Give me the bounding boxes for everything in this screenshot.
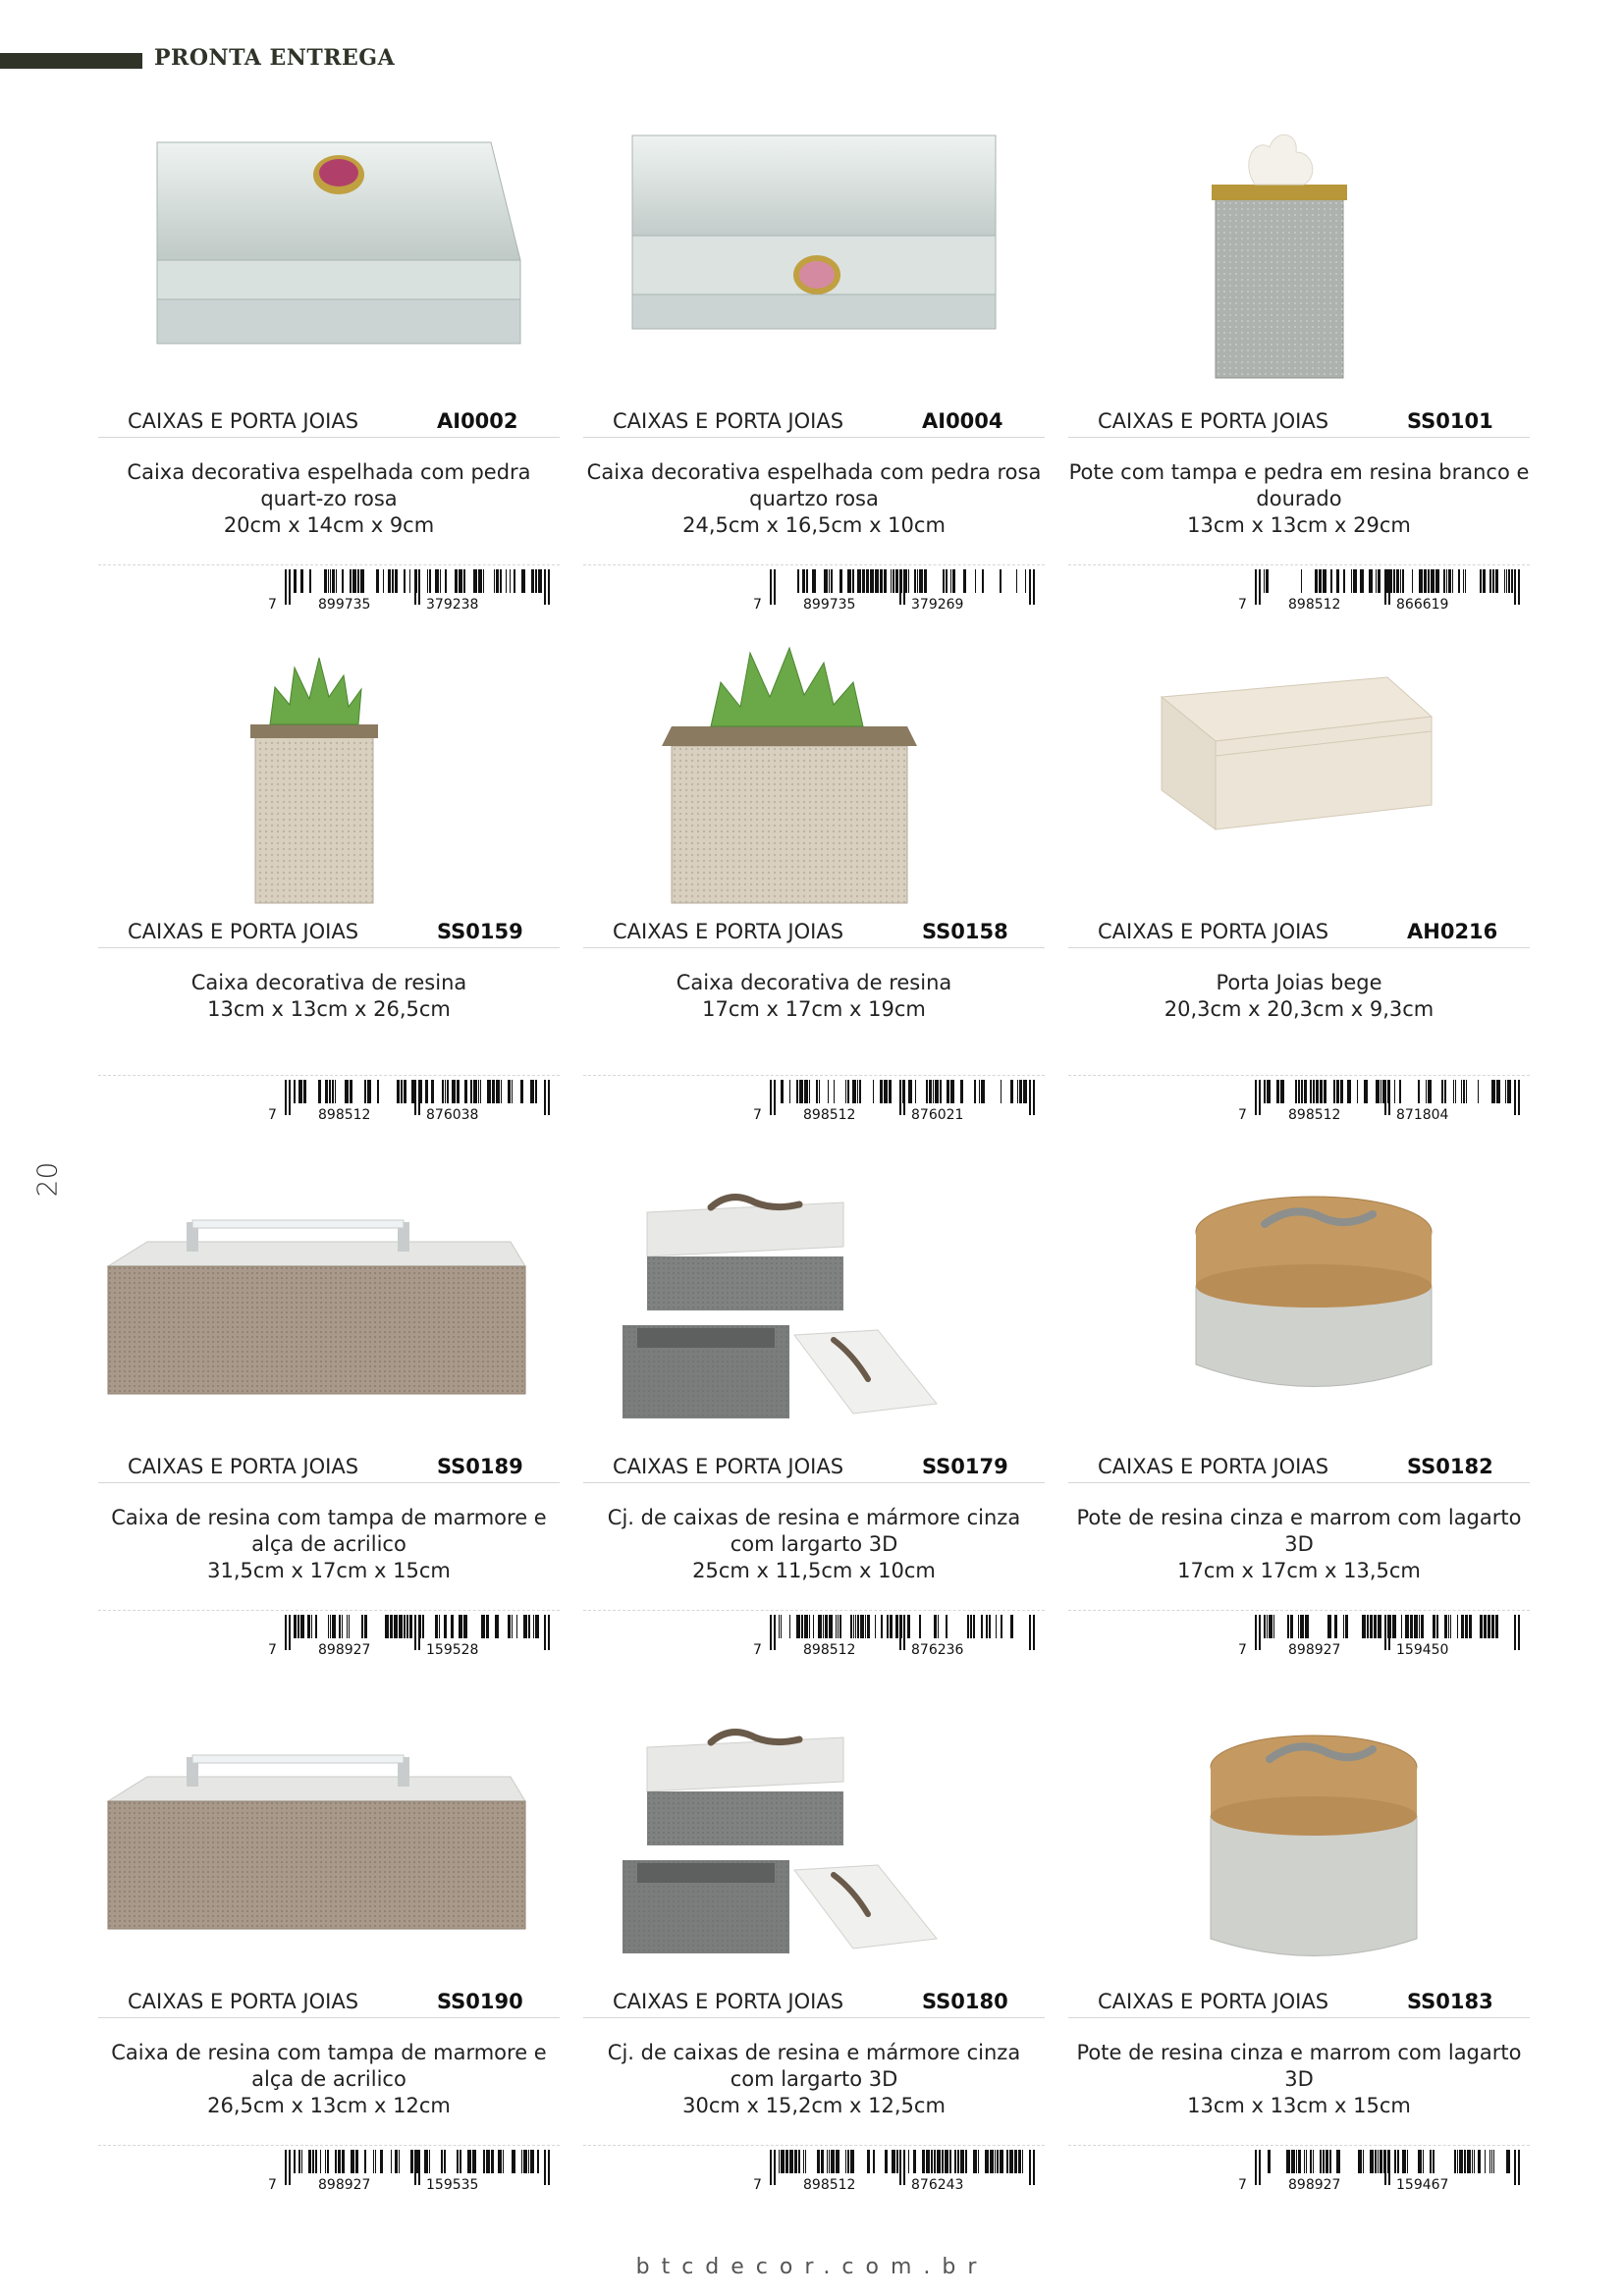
barcode-group-2: 876243 [907,2177,967,2193]
product-category: CAIXAS E PORTA JOIAS [613,1990,844,2013]
product-header-row [98,1988,560,2018]
product-category: CAIXAS E PORTA JOIAS [128,409,359,433]
product-header-row [98,1453,560,1483]
product-header-row [1068,1453,1530,1483]
product-card [98,1698,560,2228]
product-category: CAIXAS E PORTA JOIAS [613,1455,844,1478]
barcode-group-1: 899735 [314,597,374,613]
product-category: CAIXAS E PORTA JOIAS [613,409,844,433]
barcode-lead-digit: 7 [753,2177,762,2193]
product-header-row [1068,407,1530,438]
barcode-group-2: 159450 [1392,1642,1452,1658]
product-code: AH0216 [1407,920,1498,943]
product-category: CAIXAS E PORTA JOIAS [128,1455,359,1478]
product-header-row [1068,1988,1530,2018]
product-description [583,970,1045,1023]
product-header-row [583,1988,1045,2018]
product-description [583,459,1045,539]
barcode-lead-digit: 7 [753,1642,762,1658]
product-dimensions: 24,5cm x 16,5cm x 10cm [682,513,946,537]
barcode-group-2: 876021 [907,1107,967,1123]
product-description-text: Cj. de caixas de resina e mármore cinza com largarto 3D [607,2041,1021,2091]
product-description [98,970,560,1023]
product-grid [98,118,1542,2228]
product-card [1068,1163,1530,1698]
product-code: SS0189 [437,1455,523,1478]
barcode-group-1: 898512 [799,2177,859,2193]
product-card [1068,118,1530,628]
product-header-row [583,918,1045,948]
product-code: AI0002 [437,409,518,433]
product-dimensions: 13cm x 13cm x 15cm [1187,2094,1411,2117]
product-card [583,1163,1045,1698]
product-dimensions: 13cm x 13cm x 29cm [1187,513,1411,537]
product-dimensions: 20,3cm x 20,3cm x 9,3cm [1164,997,1435,1021]
barcode [1230,1615,1525,1664]
product-category: CAIXAS E PORTA JOIAS [1098,409,1329,433]
barcode [1230,1080,1525,1129]
barcode-lead-digit: 7 [1238,2177,1247,2193]
tall-pot-white-stone-image [1068,118,1530,402]
product-description-text: Caixa decorativa espelhada com pedra rosa quartzo rosa [586,460,1042,510]
barcode-lead-digit: 7 [753,1107,762,1123]
product-code: SS0158 [922,920,1008,943]
product-description [1068,459,1530,539]
barcode [1230,569,1525,618]
barcode-lead-digit: 7 [1238,597,1247,613]
barcode-group-2: 379238 [422,597,482,613]
resin-box-set-lizard-image [583,1698,1045,1983]
product-category: CAIXAS E PORTA JOIAS [128,1990,359,2013]
divider [98,2145,560,2146]
product-dimensions: 25cm x 11,5cm x 10cm [692,1559,936,1582]
page-title: PRONTA ENTREGA [154,45,396,71]
product-description [1068,970,1530,1023]
barcode-group-2: 876038 [422,1107,482,1123]
product-description [1068,1505,1530,1584]
page-number: 20 [30,1161,64,1198]
product-card [1068,628,1530,1163]
divider [583,2145,1045,2146]
divider [583,1610,1045,1611]
mirrored-box-pink-stone-image [98,118,560,402]
product-description [98,2040,560,2119]
product-card [98,118,560,628]
barcode [260,1080,555,1129]
product-card [583,628,1045,1163]
barcode-group-2: 871804 [1392,1107,1452,1123]
product-header-row [583,407,1045,438]
product-header-row [1068,918,1530,948]
barcode-group-1: 898927 [1284,1642,1344,1658]
product-card [583,118,1045,628]
product-card [98,628,560,1163]
product-description [583,2040,1045,2119]
barcode [745,1615,1040,1664]
product-description [583,1505,1045,1584]
product-category: CAIXAS E PORTA JOIAS [128,920,359,943]
divider [1068,2145,1530,2146]
barcode-group-1: 898927 [314,2177,374,2193]
product-dimensions: 30cm x 15,2cm x 12,5cm [682,2094,946,2117]
product-dimensions: 17cm x 17cm x 19cm [702,997,926,1021]
resin-box-acrylic-handle-image [98,1698,560,1983]
resin-box-acrylic-handle-image [98,1163,560,1448]
barcode [745,2150,1040,2199]
round-pot-lizard-image [1068,1163,1530,1448]
divider [98,1075,560,1076]
product-description [98,1505,560,1584]
product-dimensions: 31,5cm x 17cm x 15cm [207,1559,451,1582]
product-card [1068,1698,1530,2228]
barcode-group-2: 866619 [1392,597,1452,613]
footer-url: btcdecor.com.br [635,2255,989,2279]
product-dimensions: 17cm x 17cm x 13,5cm [1177,1559,1421,1582]
product-description-text: Cj. de caixas de resina e mármore cinza com largarto 3D [607,1506,1021,1556]
barcode-group-1: 898512 [1284,1107,1344,1123]
barcode-group-1: 898512 [314,1107,374,1123]
barcode-group-1: 898512 [799,1107,859,1123]
product-header-row [98,918,560,948]
divider [1068,1075,1530,1076]
barcode [260,2150,555,2199]
round-pot-lizard-tall-image [1068,1698,1530,1983]
barcode-group-2: 159528 [422,1642,482,1658]
product-category: CAIXAS E PORTA JOIAS [1098,1990,1329,2013]
mirrored-box-front-stone-image [583,118,1045,402]
product-header-row [98,407,560,438]
barcode [1230,2150,1525,2199]
barcode-lead-digit: 7 [268,1642,277,1658]
product-description-text: Caixa decorativa espelhada com pedra quart-zo rosa [127,460,531,510]
barcode [745,569,1040,618]
barcode-group-2: 876236 [907,1642,967,1658]
tall-box-green-crystal-image [98,628,560,913]
barcode-lead-digit: 7 [268,1107,277,1123]
product-code: SS0159 [437,920,523,943]
product-dimensions: 13cm x 13cm x 26,5cm [207,997,451,1021]
resin-box-set-lizard-image [583,1163,1045,1448]
barcode-group-1: 898927 [314,1642,374,1658]
product-category: CAIXAS E PORTA JOIAS [1098,920,1329,943]
product-dimensions: 20cm x 14cm x 9cm [223,513,435,537]
barcode-group-2: 379269 [907,597,967,613]
product-code: SS0182 [1407,1455,1493,1478]
barcode-lead-digit: 7 [268,597,277,613]
product-card [583,1698,1045,2228]
beige-jewelry-box-image [1068,628,1530,913]
product-code: SS0179 [922,1455,1008,1478]
product-code: SS0180 [922,1990,1008,2013]
product-description-text: Pote de resina cinza e marrom com lagarto 3D [1076,2041,1522,2091]
product-card [98,1163,560,1698]
barcode-lead-digit: 7 [1238,1642,1247,1658]
product-description [1068,2040,1530,2119]
product-header-row [583,1453,1045,1483]
barcode-lead-digit: 7 [268,2177,277,2193]
barcode-lead-digit: 7 [1238,1107,1247,1123]
product-dimensions: 26,5cm x 13cm x 12cm [207,2094,451,2117]
wide-box-green-crystal-image [583,628,1045,913]
product-category: CAIXAS E PORTA JOIAS [1098,1455,1329,1478]
product-description-text: Pote com tampa e pedra em resina branco e dourado [1068,460,1530,510]
divider [1068,1610,1530,1611]
header-bar [0,53,142,69]
barcode [745,1080,1040,1129]
product-description [98,459,560,539]
product-description-text: Caixa de resina com tampa de marmore e alça de acrilico [111,2041,547,2091]
product-description-text: Pote de resina cinza e marrom com lagarto 3D [1076,1506,1522,1556]
barcode-group-1: 898927 [1284,2177,1344,2193]
product-description-text: Porta Joias bege [1216,971,1382,994]
product-code: SS0101 [1407,409,1493,433]
product-category: CAIXAS E PORTA JOIAS [613,920,844,943]
divider [583,564,1045,565]
barcode-lead-digit: 7 [753,597,762,613]
product-description-text: Caixa de resina com tampa de marmore e alça de acrilico [111,1506,547,1556]
product-description-text: Caixa decorativa de resina [676,971,952,994]
product-code: AI0004 [922,409,1003,433]
barcode [260,569,555,618]
divider [1068,564,1530,565]
barcode-group-1: 898512 [799,1642,859,1658]
product-code: SS0190 [437,1990,523,2013]
divider [583,1075,1045,1076]
barcode-group-2: 159535 [422,2177,482,2193]
barcode-group-1: 898512 [1284,597,1344,613]
product-code: SS0183 [1407,1990,1493,2013]
barcode-group-1: 899735 [799,597,859,613]
divider [98,564,560,565]
barcode [260,1615,555,1664]
barcode-group-2: 159467 [1392,2177,1452,2193]
product-description-text: Caixa decorativa de resina [190,971,467,994]
divider [98,1610,560,1611]
